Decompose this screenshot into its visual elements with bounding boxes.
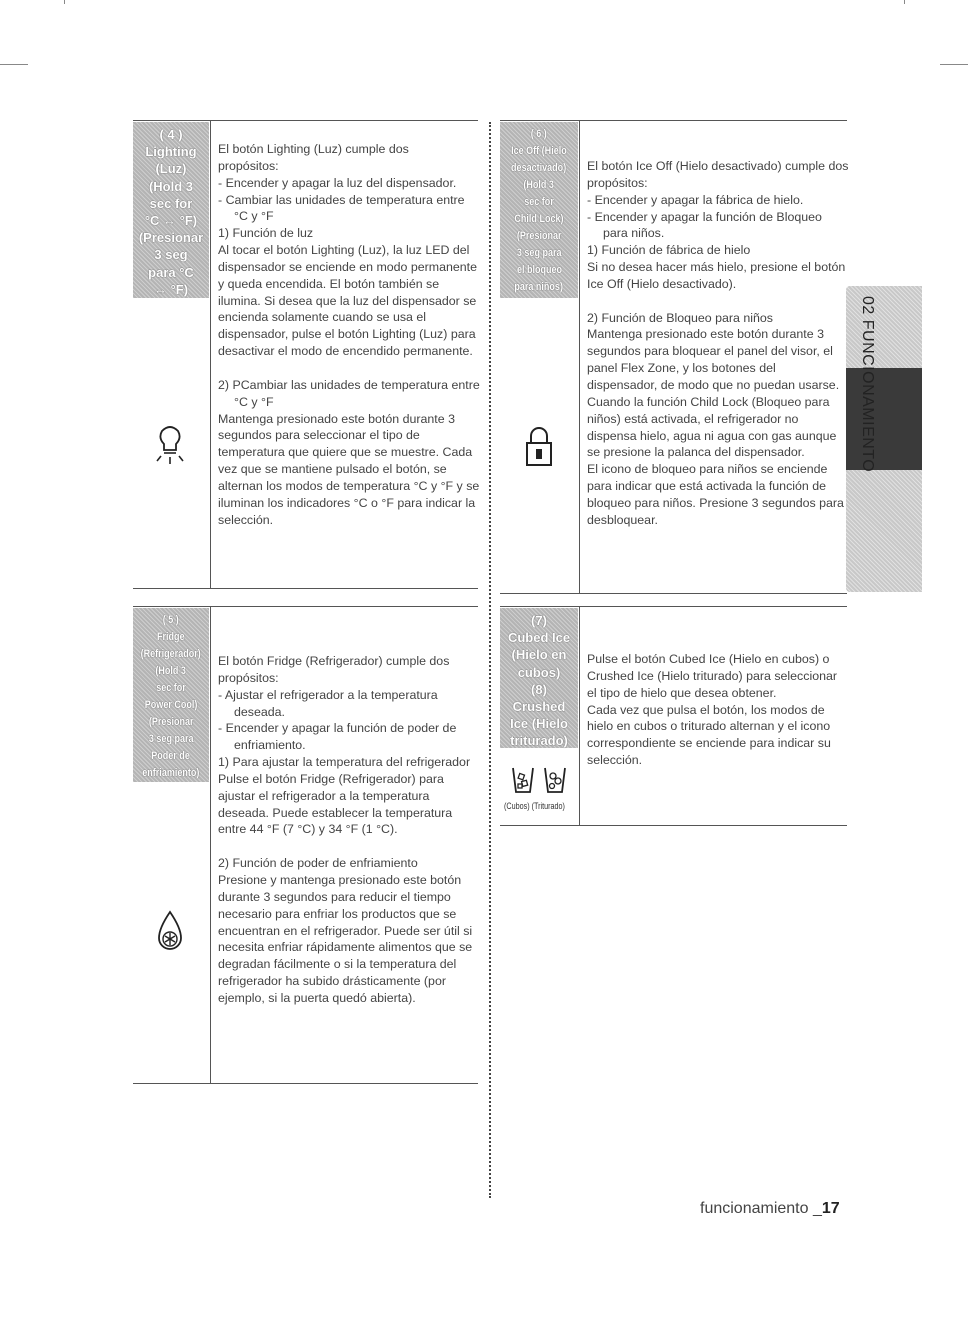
page-footer xyxy=(700,1200,840,1218)
text-line: - Encender y apagar la función de poder de enfriamiento. xyxy=(218,721,457,753)
text-line: Si no desea hacer más hielo, presione el botón Ice Off (Hielo desactivado). xyxy=(587,260,846,291)
section-6-description xyxy=(587,158,849,529)
section-6-button-label: ( 6 ) Ice Off (Hielo desactivado) (Hold 3 sec for Child Lock) (Presionar 3 seg para el bloqueo para niños) xyxy=(500,122,578,298)
text-line: Pulse el botón Cubed Ice (Hielo en cubos) o Crushed Ice (Hielo triturado) para seleccionar el tipo de hielo que desea obtener. xyxy=(587,652,837,700)
text-line: 2) Función de poder de enfriamiento xyxy=(218,856,418,871)
crop-mark xyxy=(0,64,28,65)
section-7-top-rule xyxy=(500,606,847,607)
text-line: Cuando la función Child Lock (Bloqueo para niños) está activada, el refrigerador no dispensa hielo, agua ni agua con gas aunque se presione la palanca del dispensador. xyxy=(587,394,837,460)
section-5-col-rule xyxy=(210,606,211,1083)
lock-icon xyxy=(525,425,553,469)
crushed-ice-icon xyxy=(542,765,568,795)
column-divider xyxy=(489,122,491,1198)
text-line: Mantenga presionado este botón durante 3 segundos para bloquear el panel del visor, el panel Flex Zone, y los botones del dispensador, de modo que no puedan usarse. xyxy=(587,327,840,392)
text-line: El botón Lighting (Luz) cumple dos xyxy=(218,142,409,156)
text-line: 2) PCambiar las unidades de temperatura entre °C y °F xyxy=(218,377,480,409)
section-4-description xyxy=(218,141,480,528)
text-line: Al tocar el botón Lighting (Luz), la luz LED del dispensador se enciende en modo permanente y queda encendida. El botón también se ilumina. Si desea que la luz del dispensador se encienda solamente cuando se usa el dispensador, pulse el botón Lighting (Luz) para desactivar el modo de encendido permanente. xyxy=(218,243,478,359)
crop-mark xyxy=(940,64,968,65)
section-5-button-label: ( 5 ) Fridge (Refrigerador) (Hold 3 sec for Power Cool) (Presionar 3 seg para Poder de enfriamiento) xyxy=(133,608,209,782)
crop-mark xyxy=(64,0,65,4)
text-line: 1) Función de fábrica de hielo xyxy=(587,243,751,258)
text-line: - Cambiar las unidades de temperatura entre °C y °F xyxy=(218,192,465,224)
section-4-col-rule xyxy=(210,120,211,588)
text-line: 1) Función de luz xyxy=(218,226,314,241)
ice-icon-caption: (Cubos) (Triturado) xyxy=(504,801,565,811)
section-6-bottom-rule xyxy=(500,593,847,594)
section-5-description xyxy=(218,653,480,1007)
section-4-button-label: ( 4 ) Lighting (Luz) (Hold 3 sec for °C ↔ °F) (Presionar 3 seg para °C ↔ °F) xyxy=(133,122,209,298)
lightbulb-icon xyxy=(152,424,188,468)
section-5-bottom-rule xyxy=(133,1083,478,1084)
page-number: 17 xyxy=(821,1200,840,1217)
section-4-top-rule xyxy=(133,120,478,121)
section-6-col-rule xyxy=(579,120,580,593)
text-line: propósitos: xyxy=(218,158,279,173)
section-7-bottom-rule xyxy=(500,825,847,826)
section-7-col-rule xyxy=(579,606,580,825)
text-line: Cada vez que pulsa el botón, los modos de hielo en cubos o triturado alternan y el icono correspondiente se enciende para indicar su selección. xyxy=(587,702,831,768)
section-7-description xyxy=(587,651,849,769)
text-line: - Encender y apagar la función de Bloqueo para niños. xyxy=(587,209,822,241)
section-4-bottom-rule xyxy=(133,588,478,589)
text-line: El botón Ice Off (Hielo desactivado) cumple dos propósitos: xyxy=(587,159,849,190)
footer-text: funcionamiento _ xyxy=(700,1200,822,1217)
text-line: - Encender y apagar la fábrica de hielo. xyxy=(587,192,804,207)
text-line: 2) Función de Bloqueo para niños xyxy=(587,310,773,325)
snowflake-drop-icon xyxy=(155,910,185,954)
text-line: Mantenga presionado este botón durante 3 segundos para seleccionar el tipo de temperatura que quiere que se muestre. Cada vez que se mantiene pulsado el botón, se alternan los modos de temperatura °C y °F y se iluminan los indicadores °C o °F para indicar la selección. xyxy=(218,411,480,527)
section-7-button-label: (7) Cubed Ice (Hielo en cubos) (8) Crushed Ice (Hielo triturado) xyxy=(500,608,578,748)
chapter-tab-label: 02 FUNCIONAMIENTO xyxy=(859,296,876,473)
text-line: El botón Fridge (Refrigerador) cumple dos propósitos: xyxy=(218,654,450,685)
text-line: Presione y mantenga presionado este botón durante 3 segundos para reducir el tiempo necesario para enfriar los productos que se encuentran en el refrigerador. Puede ser útil si necesita enfriar rápidamente alimentos que se degradan fácilmente o si la temperatura del refrigerador ha subido drásticamente (por ejemplo, si la puerta quedó abierta). xyxy=(218,872,473,1005)
crop-mark xyxy=(904,0,905,4)
text-line: El icono de bloqueo para niños se enciende para indicar que está activada la función de bloqueo para niños. Presione 3 segundos para desbloquear. xyxy=(587,462,844,527)
text-line: Pulse el botón Fridge (Refrigerador) para ajustar el refrigerador a la temperatura deseada. Puede establecer la temperatura entre 44 °F (7 °C) y 34 °F (1 °C). xyxy=(218,771,453,837)
text-line: 1) Para ajustar la temperatura del refrigerador xyxy=(218,755,471,770)
section-5-top-rule xyxy=(133,606,478,607)
cubed-ice-icon xyxy=(510,765,536,795)
section-6-top-rule xyxy=(500,120,847,121)
text-line: - Ajustar el refrigerador a la temperatura deseada. xyxy=(218,687,438,719)
text-line: - Encender y apagar la luz del dispensador. xyxy=(218,175,457,190)
